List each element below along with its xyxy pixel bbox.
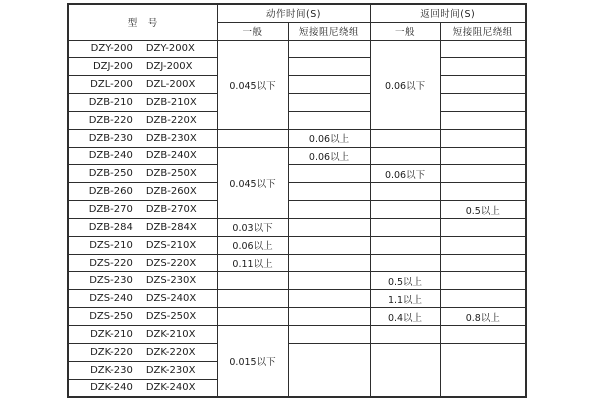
return-general-cell: 0.4以上 (370, 308, 440, 326)
model-variant: DZY-200X (145, 43, 195, 55)
action-damping-cell (288, 326, 370, 344)
action-damping-cell (288, 218, 370, 236)
return-damping-cell (440, 343, 526, 397)
return-damping-cell: 0.5以上 (440, 201, 526, 219)
model-cell (68, 165, 217, 183)
action-damping-cell (288, 254, 370, 272)
table-row (68, 308, 526, 326)
model-variant: DZB-270X (145, 204, 197, 216)
model-cell (68, 58, 217, 76)
return-general-cell (370, 183, 440, 201)
table-row (68, 343, 526, 361)
header-row-groups (68, 4, 526, 22)
model-cell (68, 183, 217, 201)
return-general-cell (370, 326, 440, 344)
model-primary: DZB-230 (88, 132, 133, 144)
model-cell (68, 218, 217, 236)
return-damping-cell (440, 290, 526, 308)
model-pair (69, 311, 217, 322)
action-general-cell: 0.03以下 (217, 218, 288, 236)
model-variant: DZS-240X (145, 293, 197, 305)
model-variant: DZS-230X (145, 275, 197, 287)
return-damping-cell (440, 272, 526, 290)
return-general-cell: 0.5以上 (370, 272, 440, 290)
model-primary: DZK-220 (90, 346, 133, 358)
model-pair (69, 382, 217, 393)
return-damping-cell (440, 76, 526, 94)
return-damping-cell (440, 129, 526, 147)
return-damping-cell: 0.8以上 (440, 308, 526, 326)
model-cell (68, 254, 217, 272)
model-cell (68, 361, 217, 379)
model-pair (69, 168, 217, 179)
model-pair (69, 115, 217, 126)
return-damping-cell (440, 58, 526, 76)
action-damping-cell (288, 201, 370, 219)
model-pair (69, 258, 217, 269)
model-pair (69, 186, 217, 197)
table-row (68, 183, 526, 201)
model-cell (68, 272, 217, 290)
action-damping-cell (288, 165, 370, 183)
action-damping-cell (288, 111, 370, 129)
model-primary: DZB-240 (88, 150, 133, 162)
model-cell (68, 76, 217, 94)
model-variant: DZB-284X (145, 221, 197, 233)
model-primary: DZK-210 (90, 328, 133, 340)
return-damping-cell (440, 40, 526, 58)
table-row (68, 290, 526, 308)
model-primary: DZL-200 (90, 79, 133, 91)
model-pair (69, 365, 217, 376)
model-pair (69, 61, 217, 72)
model-pair (69, 97, 217, 108)
model-pair (69, 275, 217, 286)
model-primary: DZS-230 (89, 275, 133, 287)
table-row (68, 165, 526, 183)
action-damping-cell (288, 290, 370, 308)
table-row (68, 218, 526, 236)
model-primary: DZB-284 (88, 221, 133, 233)
return-general-cell: 0.06以下 (370, 40, 440, 129)
model-variant: DZB-220X (145, 114, 197, 126)
model-primary: DZB-270 (88, 204, 133, 216)
model-variant: DZB-230X (145, 132, 197, 144)
action-damping-cell (288, 343, 370, 397)
action-damping-cell (288, 58, 370, 76)
model-primary: DZJ-200 (92, 61, 133, 73)
model-variant: DZB-240X (145, 150, 197, 162)
action-general-cell: 0.11以上 (217, 254, 288, 272)
model-primary: DZS-220 (89, 257, 133, 269)
return-damping-cell (440, 94, 526, 112)
table-row (68, 236, 526, 254)
return-general-cell (370, 236, 440, 254)
model-primary: DZS-240 (89, 293, 133, 305)
action-general-cell (217, 129, 288, 147)
action-damping-cell (288, 94, 370, 112)
model-primary: DZY-200 (90, 43, 133, 55)
table-row (68, 58, 526, 76)
table-row (68, 147, 526, 165)
return-damping-cell (440, 218, 526, 236)
table-row (68, 129, 526, 147)
model-variant: DZK-240X (145, 382, 196, 394)
model-primary: DZB-260 (88, 186, 133, 198)
model-pair (69, 347, 217, 358)
action-damping-cell (288, 76, 370, 94)
model-variant: DZS-210X (145, 239, 197, 251)
model-cell (68, 40, 217, 58)
action-general-cell: 0.015以下 (217, 326, 288, 397)
model-primary: DZB-220 (88, 114, 133, 126)
action-general-cell: 0.06以上 (217, 236, 288, 254)
model-cell (68, 111, 217, 129)
header-action-damping: 短接阻尼绕组 (288, 22, 370, 40)
model-variant: DZB-250X (145, 168, 197, 180)
model-variant: DZS-250X (145, 311, 197, 323)
action-damping-cell (288, 40, 370, 58)
return-general-cell (370, 343, 440, 397)
table-row (68, 201, 526, 219)
model-cell (68, 201, 217, 219)
model-primary: DZS-210 (89, 239, 133, 251)
model-cell (68, 343, 217, 361)
header-return-time: 返回时间(S) (370, 4, 526, 22)
return-general-cell: 0.06以下 (370, 165, 440, 183)
action-damping-cell (288, 183, 370, 201)
model-variant: DZK-220X (145, 346, 196, 358)
model-cell (68, 236, 217, 254)
model-variant: DZB-260X (145, 186, 197, 198)
header-return-general: 一般 (370, 22, 440, 40)
model-primary: DZB-250 (88, 168, 133, 180)
return-damping-cell (440, 147, 526, 165)
model-cell (68, 129, 217, 147)
action-general-cell: 0.045以下 (217, 147, 288, 218)
model-variant: DZB-210X (145, 96, 197, 108)
model-cell (68, 308, 217, 326)
model-cell (68, 290, 217, 308)
relay-spec-table (67, 3, 527, 398)
action-damping-cell: 0.06以上 (288, 147, 370, 165)
return-damping-cell (440, 183, 526, 201)
table-row (68, 254, 526, 272)
model-primary: DZB-210 (88, 96, 133, 108)
relay-spec-table-wrap (67, 3, 527, 398)
return-general-cell (370, 254, 440, 272)
model-pair (69, 133, 217, 144)
model-primary: DZS-250 (89, 311, 133, 323)
model-pair (69, 240, 217, 251)
table-header (68, 4, 526, 40)
return-general-cell: 1.1以上 (370, 290, 440, 308)
table-row (68, 272, 526, 290)
action-general-cell (217, 308, 288, 326)
return-general-cell (370, 147, 440, 165)
table-row (68, 94, 526, 112)
header-action-general: 一般 (217, 22, 288, 40)
model-cell (68, 326, 217, 344)
return-damping-cell (440, 254, 526, 272)
action-damping-cell (288, 272, 370, 290)
action-general-cell (217, 290, 288, 308)
return-general-cell (370, 218, 440, 236)
model-variant: DZL-200X (145, 79, 196, 91)
model-pair (69, 150, 217, 161)
table-row (68, 326, 526, 344)
return-general-cell (370, 201, 440, 219)
model-cell (68, 147, 217, 165)
return-damping-cell (440, 326, 526, 344)
model-pair (69, 43, 217, 54)
model-primary: DZK-240 (90, 382, 133, 394)
model-pair (69, 204, 217, 215)
model-pair (69, 293, 217, 304)
return-damping-cell (440, 111, 526, 129)
return-damping-cell (440, 236, 526, 254)
model-variant: DZJ-200X (145, 61, 193, 73)
model-pair (69, 329, 217, 340)
model-cell (68, 379, 217, 397)
action-damping-cell (288, 236, 370, 254)
action-damping-cell (288, 308, 370, 326)
table-row (68, 40, 526, 58)
model-variant: DZK-230X (145, 364, 196, 376)
action-general-cell: 0.045以下 (217, 40, 288, 129)
action-general-cell (217, 272, 288, 290)
header-return-damping: 短接阻尼绕组 (440, 22, 526, 40)
model-pair (69, 79, 217, 90)
table-body (68, 40, 526, 397)
table-row (68, 111, 526, 129)
return-damping-cell (440, 165, 526, 183)
model-pair (69, 222, 217, 233)
model-cell (68, 94, 217, 112)
model-variant: DZS-220X (145, 257, 197, 269)
table-row (68, 76, 526, 94)
model-variant: DZK-210X (145, 328, 196, 340)
action-damping-cell: 0.06以上 (288, 129, 370, 147)
header-action-time: 动作时间(S) (217, 4, 370, 22)
header-model: 型 号 (68, 4, 217, 40)
return-general-cell (370, 129, 440, 147)
model-primary: DZK-230 (90, 364, 133, 376)
